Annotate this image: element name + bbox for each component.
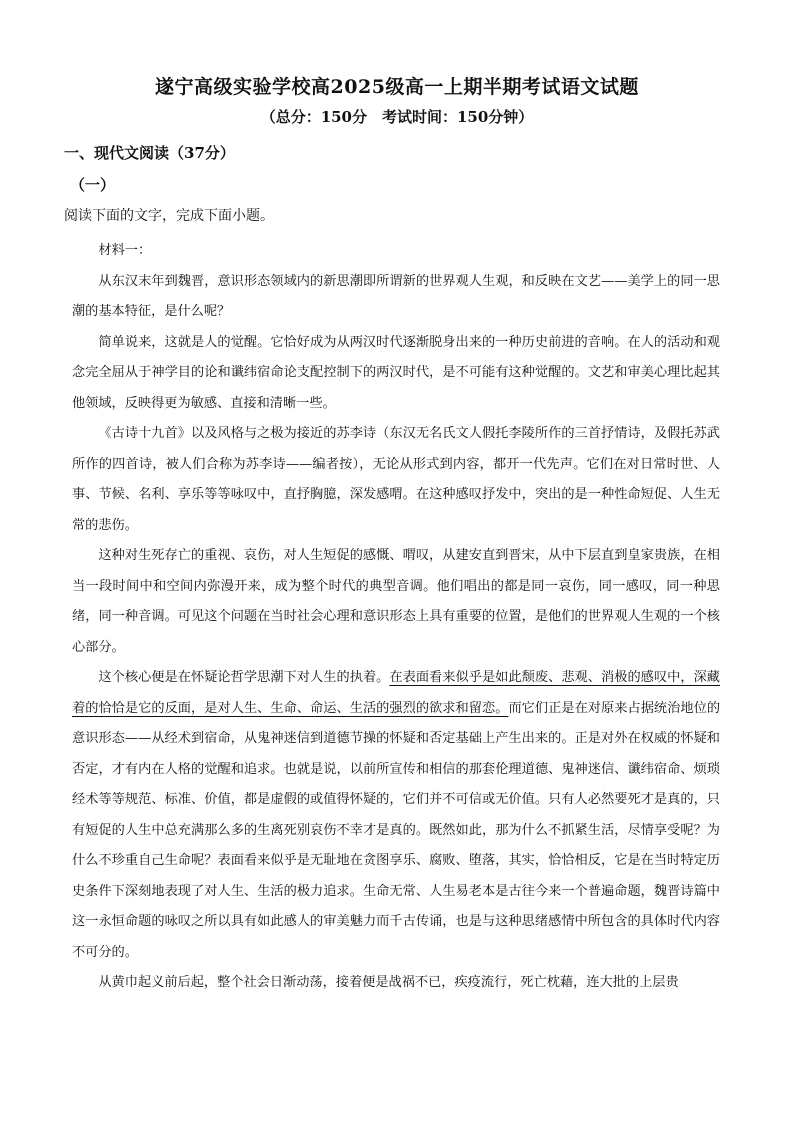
material-label: 材料一：: [98, 243, 152, 258]
underlined-sentence: 在表面看来似乎是如此颓废、悲观、消极的感叹中，深藏着的恰恰是它的反面，是对人生、生命、命运、生活的强烈的欲求和留恋。: [72, 670, 720, 716]
exam-title: 遂宁高级实验学校高2025级高一上期半期考试语文试题: [155, 76, 639, 98]
exam-subtitle: （总分：150分 考试时间：150分钟）: [260, 108, 534, 126]
paragraph-4: 这种对生死存亡的重视、哀伤，对人生短促的感慨、喟叹，从建安直到晋宋，从中下层直到皇家贵族，在相当一段时间中和空间内弥漫开来，成为整个时代的典型音调。他们唱出的都是同一哀伤，同一感叹，同一种思绪，同一种音调。可见这个问题在当时社会心理和意识形态上具有重要的位置，是他们的世界观人生观的一个核心部分。: [72, 548, 720, 655]
paragraph-6: 从黄巾起义前后起，整个社会日渐动荡，接着便是战祸不已，疾疫流行，死亡枕藉，连大批的上层贵: [98, 975, 679, 990]
section-subheading: （一）: [70, 176, 116, 194]
paragraph-2: 简单说来，这就是人的觉醒。它恰好成为从两汉时代逐渐脱身出来的一种历史前进的音响。在人的活动和观念完全屈从于神学目的论和谶纬宿命论支配控制下的两汉时代，是不可能有这种觉醒的。文艺和审美心理比起其他领域，反映得更为敏感、直接和清晰一些。: [72, 334, 720, 411]
instruction-text: 阅读下面的文字，完成下面小题。: [64, 208, 274, 224]
paragraph-1: 从东汉末年到魏晋，意识形态领域内的新思潮即所谓新的世界观人生观，和反映在文艺——美学上的同一思潮的基本特征，是什么呢？: [72, 273, 720, 319]
section-heading: 一、现代文阅读（37分）: [64, 144, 235, 162]
paragraph-5-lead: 这个核心便是在怀疑论哲学思潮下对人生的执着。: [98, 670, 390, 685]
reading-passage: [72, 236, 720, 999]
paragraph-5-rest: 而它们正是在对原来占据统治地位的意识形态——从经术到宿命，从鬼神迷信到道德节操的怀疑和否定基础上产生出来的。正是对外在权威的怀疑和否定，才有内在人格的觉醒和追求。也就是说，以前所宣传和相信的那套伦理道德、鬼神迷信、谶纬宿命、烦琐经术等等规范、标准、价值，都是虚假的或值得怀疑的，它们并不可信或无价值。只有人必然要死才是真的，只有短促的人生中总充满那么多的生离死别哀伤不幸才是真的。既然如此，那为什么不抓紧生活，尽情享受呢？为什么不珍重自己生命呢？表面看来似乎是无耻地在贪图享乐、腐败、堕落，其实，恰恰相反，它是在当时特定历史条件下深刻地表现了对人生、生活的极力追求。生命无常、人生易老本是古往今来一个普遍命题，魏晋诗篇中这一永恒命题的咏叹之所以具有如此感人的审美魅力而千古传诵，也是与这种思绪感情中所包含的具体时代内容不可分的。: [72, 700, 721, 960]
paragraph-5: [72, 663, 720, 968]
paragraph-3: 《古诗十九首》以及风格与之极为接近的苏李诗（东汉无名氏文人假托李陵所作的三首抒情诗，及假托苏武所作的四首诗，被人们合称为苏李诗——编者按），无论从形式到内容，都开一代先声。它们在对日常时世、人事、节候、名利、享乐等等咏叹中，直抒胸臆，深发感喟。在这种感叹抒发中，突出的是一种性命短促、人生无常的悲伤。: [72, 426, 720, 533]
